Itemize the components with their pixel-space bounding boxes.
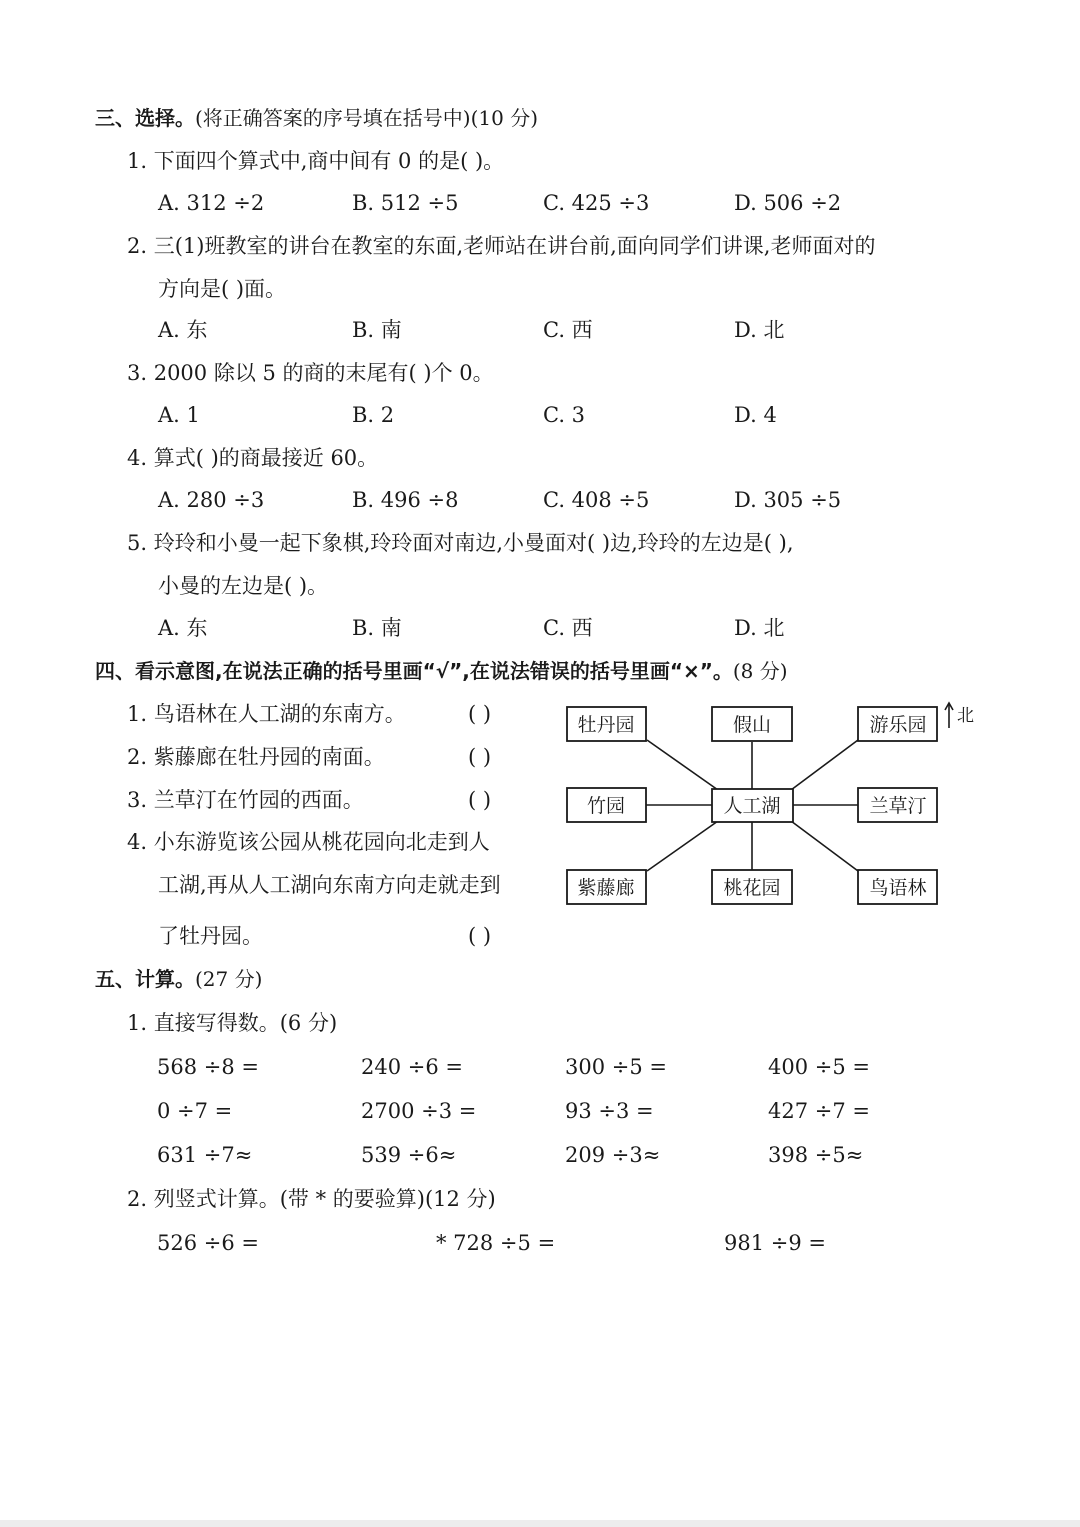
question-1: 1. 下面四个算式中,商中间有 0 的是( )。 xyxy=(127,149,505,173)
q4-option-b: B. 496 ÷8 xyxy=(352,488,459,512)
judge-blank-2[interactable]: ( ) xyxy=(468,745,492,769)
calc-2-2: 2700 ÷3 = xyxy=(361,1099,477,1123)
q4-option-d: D. 305 ÷5 xyxy=(734,488,842,512)
connector-nw xyxy=(647,740,718,790)
q3-option-b: B. 2 xyxy=(352,403,395,427)
place-youleyuan: 游乐园 xyxy=(869,714,927,736)
q1-option-a: A. 312 ÷2 xyxy=(158,191,265,215)
judge-blank-1[interactable]: ( ) xyxy=(468,702,492,726)
q1-option-c: C. 425 ÷3 xyxy=(543,191,650,215)
part2-title: 2. 列竖式计算。(带 * 的要验算)(12 分) xyxy=(127,1187,496,1211)
calc-1-3: 300 ÷5 = xyxy=(565,1055,667,1079)
connector-se xyxy=(791,821,858,871)
place-rengonghu: 人工湖 xyxy=(723,795,781,817)
q3-option-d: D. 4 xyxy=(734,403,777,427)
north-arrow-icon xyxy=(945,703,953,728)
judge-item-3: 3. 兰草汀在竹园的西面。 xyxy=(127,788,364,812)
section4-heading: 四、看示意图,在说法正确的括号里画“√”,在说法错误的括号里画“×”。(8 分) xyxy=(95,659,788,683)
q1-option-d: D. 506 ÷2 xyxy=(734,191,842,215)
park-diagram xyxy=(560,700,980,914)
calc-3-3: 209 ÷3≈ xyxy=(565,1143,661,1167)
q1-option-b: B. 512 ÷5 xyxy=(352,191,459,215)
vertical-calc-3: 981 ÷9 = xyxy=(724,1231,826,1255)
calc-1-1: 568 ÷8 = xyxy=(157,1055,259,1079)
place-niaoyulin: 鸟语林 xyxy=(869,877,927,899)
calc-2-1: 0 ÷7 = xyxy=(157,1099,233,1123)
connector-sw xyxy=(647,821,718,871)
north-label: 北 xyxy=(957,706,974,726)
calc-1-4: 400 ÷5 = xyxy=(768,1055,870,1079)
q5-option-d: D. 北 xyxy=(734,616,785,640)
place-zitenglang: 紫藤廊 xyxy=(577,877,635,899)
q2-option-a: A. 东 xyxy=(158,318,208,342)
q5-option-a: A. 东 xyxy=(158,616,208,640)
judge-item-4-line3: 了牡丹园。 xyxy=(158,924,263,948)
vertical-calc-1: 526 ÷6 = xyxy=(157,1231,259,1255)
question-2-line2: 方向是( )面。 xyxy=(158,277,287,301)
section5-heading: 五、计算。(27 分) xyxy=(95,967,263,991)
question-4: 4. 算式( )的商最接近 60。 xyxy=(127,446,379,470)
question-5: 5. 玲玲和小曼一起下象棋,玲玲面对南边,小曼面对( )边,玲玲的左边是( ), xyxy=(127,531,794,555)
place-jiashan: 假山 xyxy=(732,714,772,736)
judge-item-1: 1. 鸟语林在人工湖的东南方。 xyxy=(127,702,406,726)
q5-option-b: B. 南 xyxy=(352,616,402,640)
question-3: 3. 2000 除以 5 的商的末尾有( )个 0。 xyxy=(127,361,494,385)
q3-option-a: A. 1 xyxy=(158,403,200,427)
calc-2-4: 427 ÷7 = xyxy=(768,1099,870,1123)
place-taohuayuan: 桃花园 xyxy=(723,877,781,899)
q2-option-b: B. 南 xyxy=(352,318,402,342)
judge-blank-3[interactable]: ( ) xyxy=(468,788,492,812)
calc-3-2: 539 ÷6≈ xyxy=(361,1143,457,1167)
calc-3-1: 631 ÷7≈ xyxy=(157,1143,253,1167)
judge-item-4-line2: 工湖,再从人工湖向东南方向走就走到 xyxy=(158,873,501,897)
judge-item-2: 2. 紫藤廊在牡丹园的南面。 xyxy=(127,745,385,769)
connector-ne xyxy=(791,740,858,790)
place-zhuyuan: 竹园 xyxy=(586,795,626,817)
q2-option-d: D. 北 xyxy=(734,318,785,342)
q5-option-c: C. 西 xyxy=(543,616,593,640)
q3-option-c: C. 3 xyxy=(543,403,586,427)
q4-option-c: C. 408 ÷5 xyxy=(543,488,650,512)
judge-blank-4[interactable]: ( ) xyxy=(468,924,492,948)
q2-option-c: C. 西 xyxy=(543,318,593,342)
section3-note: (将正确答案的序号填在括号中)(10 分) xyxy=(195,106,539,130)
vertical-calc-2: * 728 ÷5 = xyxy=(436,1231,556,1255)
section3-heading: 三、选择。(将正确答案的序号填在括号中)(10 分) xyxy=(95,106,539,130)
question-5-line2: 小曼的左边是( )。 xyxy=(158,574,329,598)
calc-1-2: 240 ÷6 = xyxy=(361,1055,463,1079)
q4-option-a: A. 280 ÷3 xyxy=(158,488,265,512)
question-2: 2. 三(1)班教室的讲台在教室的东面,老师站在讲台前,面向同学们讲课,老师面对的 xyxy=(127,234,876,258)
calc-2-3: 93 ÷3 = xyxy=(565,1099,654,1123)
place-mudanyuan: 牡丹园 xyxy=(577,714,635,736)
page-bottom-edge xyxy=(0,1520,1080,1527)
part1-title: 1. 直接写得数。(6 分) xyxy=(127,1011,338,1035)
section5-points: (27 分) xyxy=(195,967,263,991)
section4-points: (8 分) xyxy=(732,659,788,683)
judge-item-4: 4. 小东游览该公园从桃花园向北走到人 xyxy=(127,830,490,854)
calc-3-4: 398 ÷5≈ xyxy=(768,1143,864,1167)
place-lancaoting: 兰草汀 xyxy=(869,795,927,817)
